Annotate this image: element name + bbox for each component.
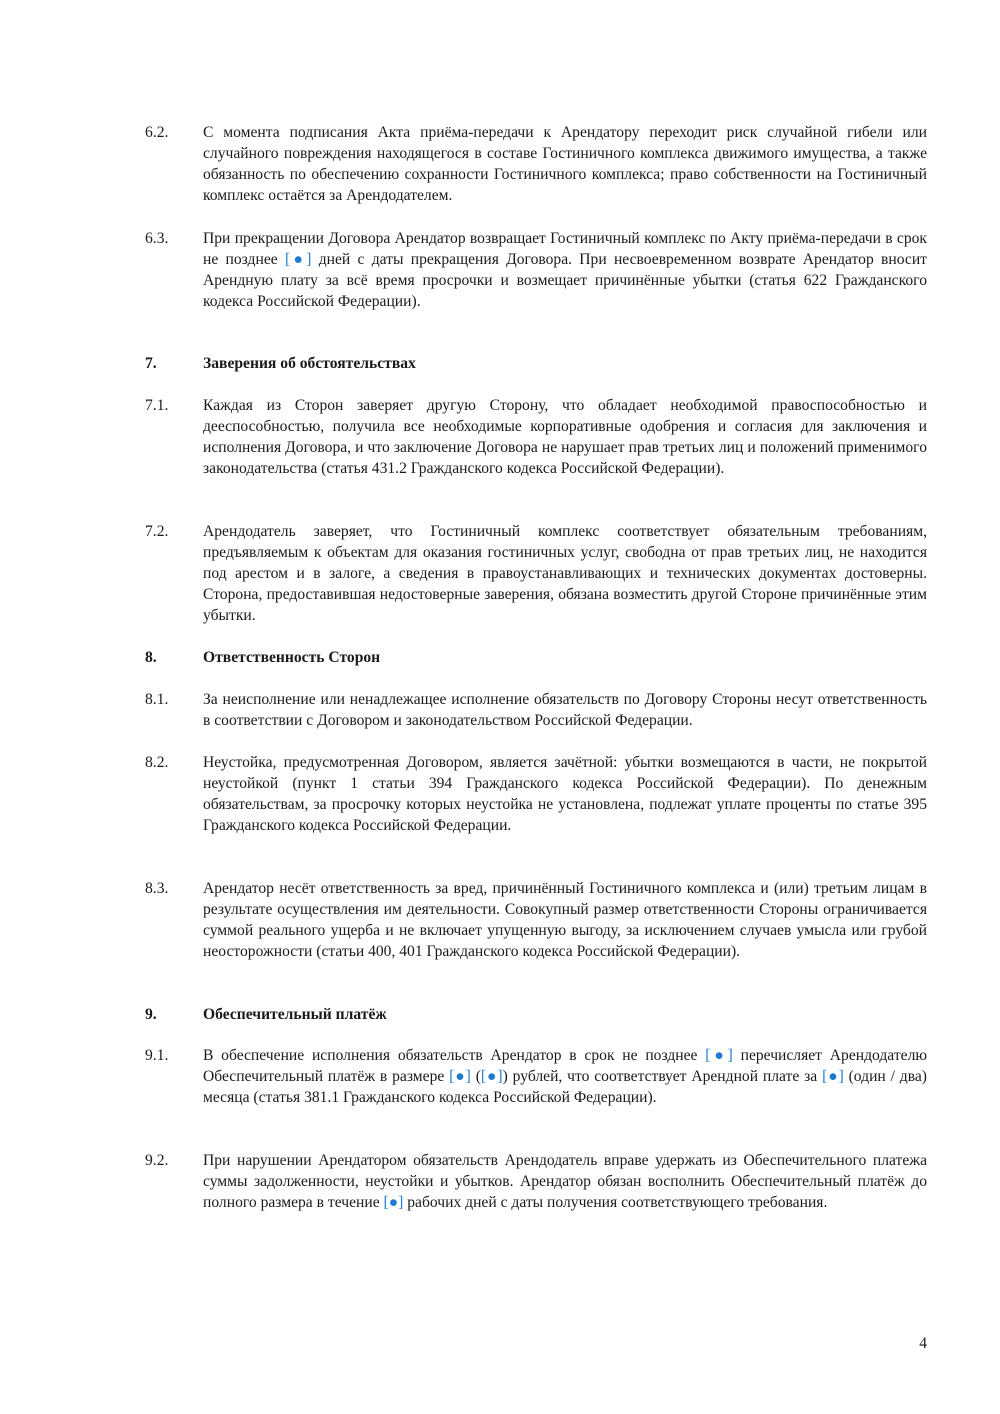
clause-number: 8.2. [145,754,169,771]
clause-text: В обеспечение исполнения обязательств Арендатор в срок не позднее [●] перечисляет Арендодателю Обеспечительный платёж в размере [●] ([●]) рублей, что соответствует Арендной плате за [●] (один / два) месяца (статья 381.1 Гражданского кодекса Российской Федерации). [203,1047,928,1106]
clause-8-2 [145,752,927,836]
clause-number: 9.2. [145,1152,169,1169]
section-9-heading [145,1004,927,1025]
clause-number: 8.3. [145,880,169,897]
clause-8-1 [145,689,927,731]
clause-number: 9.1. [145,1047,169,1064]
clause-9-1 [145,1045,927,1108]
clause-text: Арендодатель заверяет, что Гостиничный комплекс соответствует обязательным требованиям, предъявляемым к объектам для оказания гостиничных услуг, свободна от прав третьих лиц, не находится под арестом и в залоге, а сведения в правоустанавливающих и технических документах достоверны. Сторона, предоставившая недостоверные заверения, обязана возместить другой Стороне причинённые этим убытки. [203,523,927,624]
clause-number: 7.2. [145,523,169,540]
placeholder: [●] [480,1068,503,1085]
section-7-heading [145,353,927,374]
clause-7-1 [145,395,927,479]
clause-9-2 [145,1150,927,1213]
section-title: Ответственность Сторон [203,649,381,666]
clause-text: За неисполнение или ненадлежащее исполнение обязательств по Договору Стороны несут ответственность в соответствии с Договором и законодательством Российской Федерации. [203,691,927,729]
clause-text: При прекращении Договора Арендатор возвращает Гостиничный комплекс по Акту приёма-передачи в срок не позднее [●] дней с даты прекращения Договора. При несвоевременном возврате Арендатор вносит Арендную плату за всё время просрочки и возмещает причинённые убытки (статья 622 Гражданского кодекса Российской Федерации). [203,230,927,310]
clause-number: 6.2. [145,124,169,141]
placeholder: [●] [705,1047,733,1064]
clause-number: 7.1. [145,397,169,414]
clause-text: Каждая из Сторон заверяет другую Сторону, что обладает необходимой правоспособностью и дееспособностью, получила все необходимые корпоративные одобрения и согласия для заключения и исполнения Договора, и что заключение Договора не нарушает прав третьих лиц и положений применимого законодательства (статья 431.2 Гражданского кодекса Российской Федерации). [203,397,927,477]
section-title: Заверения об обстоятельствах [203,355,416,372]
placeholder: [●] [284,251,312,268]
placeholder: [●] [822,1068,844,1085]
clause-number: 6.3. [145,230,169,247]
placeholder: [●] [449,1068,471,1085]
section-title: Обеспечительный платёж [203,1006,387,1023]
clause-text: При нарушении Арендатором обязательств Арендодатель вправе удержать из Обеспечительного платежа суммы задолженности, неустойки и убытков. Арендатор обязан восполнить Обеспечительный платёж до полного размера в течение [●] рабочих дней с даты получения соответствующего требования. [203,1152,927,1211]
section-8-heading [145,647,927,668]
section-number: 8. [145,649,157,666]
section-number: 9. [145,1006,157,1023]
clause-6-2 [145,122,927,206]
page-number: 4 [919,1335,927,1352]
clause-text: Неустойка, предусмотренная Договором, является зачётной: убытки возмещаются в части, не покрытой неустойкой (пункт 1 статьи 394 Гражданского кодекса Российской Федерации). По денежным обязательствам, за просрочку которых неустойка не установлена, подлежат уплате проценты по статье 395 Гражданского кодекса Российской Федерации. [203,754,927,834]
clause-7-2 [145,521,927,626]
placeholder: [●] [383,1194,404,1211]
clause-text: С момента подписания Акта приёма-передачи к Арендатору переходит риск случайной гибели или случайного повреждения находящегося в составе Гостиничного комплекса движимого имущества, а также обязанность по обеспечению сохранности Гостиничного комплекса; право собственности на Гостиничный комплекс остаётся за Арендодателем. [203,124,927,204]
clause-8-3 [145,878,927,962]
clause-number: 8.1. [145,691,169,708]
section-number: 7. [145,355,157,372]
clause-text: Арендатор несёт ответственность за вред, причинённый Гостиничного комплекса и (или) третьим лицам в результате осуществления им деятельности. Совокупный размер ответственности Стороны ограничивается суммой реального ущерба и не включает упущенную выгоду, за исключением случаев умысла или грубой неосторожности (статьи 400, 401 Гражданского кодекса Российской Федерации). [203,880,927,960]
clause-6-3 [145,228,927,312]
